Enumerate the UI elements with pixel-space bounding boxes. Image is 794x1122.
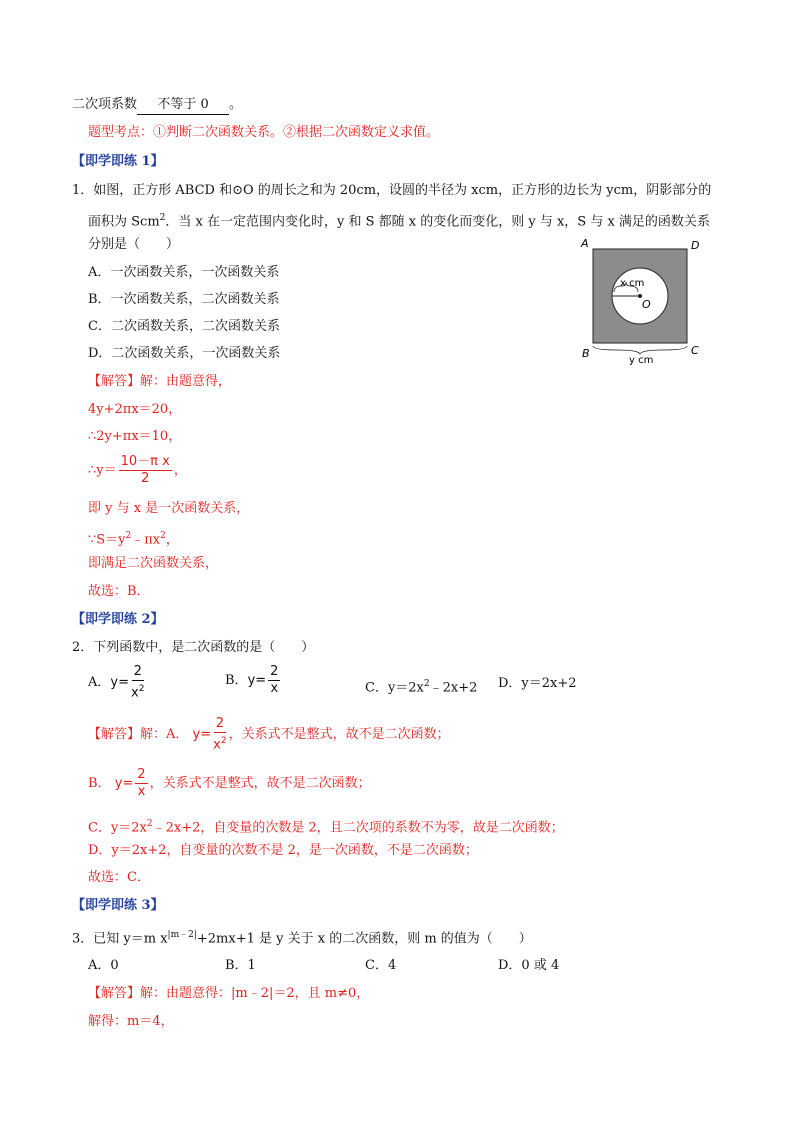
ans2-c: C．$y=2x^2﹣2x+2$，自变量的次数是 2，且二次项的系数不为零，故是二次函数； (88, 819, 564, 836)
q1-option-a: A．一次函数关系，一次函数关系 (88, 265, 280, 280)
label-d: D (691, 239, 700, 252)
intro-line (72, 96, 242, 115)
ans2-a: 【解答】解：A． y= $\frac{2}{x^2}$ ，关系式不是整式，故不是二次函数； (88, 716, 450, 753)
ans2-d: D．y＝2x+2，自变量的次数不是 2，是一次函数，不是二次函数； (88, 843, 478, 858)
q2-option-c: C．$y=2x^2﹣2x+2$ (365, 679, 478, 696)
square-circle-figure (578, 236, 708, 368)
practice-3-heading: 【即学即练 3】 (72, 898, 164, 913)
ans1-final: 故选：B． (88, 584, 150, 599)
intro-prefix: 二次项系数 (72, 97, 138, 112)
q2-option-d: D．y＝2x+2 (498, 676, 577, 691)
q1-option-c: C．二次函数关系，二次函数关系 (88, 319, 280, 334)
ans1-eq3: ∴y＝ $\frac{\text{10－π x}}{2}$ ， (88, 454, 187, 486)
q3-option-a: A．0 (88, 958, 119, 973)
ans1-line6: 即满足二次函数关系， (88, 556, 219, 571)
practice-1-heading: 【即学即练 1】 (72, 154, 164, 169)
ans3-line-1: 【解答】解：由题意得：|m﹣2|＝2，且 m≠0， (88, 986, 370, 1001)
q1-line-3: 分别是（ ） (88, 237, 180, 252)
ans1-eq1: 4y+2πx＝20， (88, 402, 182, 417)
q2-option-b: B．y= $\frac{2}{x}$ (225, 664, 279, 696)
ans3-line-2: 解得：m＝4， (88, 1014, 174, 1029)
intro-blank: 不等于 0 (137, 96, 229, 115)
q3-option-c: C．4 (365, 958, 397, 973)
label-a: A (581, 237, 589, 250)
label-o: O (642, 298, 651, 311)
ans1-eq2: ∴2y+πx＝10， (88, 429, 182, 444)
radius-label: x cm (620, 278, 645, 289)
label-b: B (582, 347, 590, 360)
ans2-b: B． y= $\frac{2}{x}$ ，关系式不是整式，故不是二次函数； (88, 767, 371, 799)
ans1-intro: 【解答】解：由题意得， (88, 374, 232, 389)
q3-option-d: D．0 或 4 (498, 958, 560, 973)
q1-line-2: 面积为 Scm$^2$．当 x 在一定范围内变化时，y 和 S 都随 x 的变化而变化，则 y 与 x，S 与 x 满足的函数关系 (88, 213, 710, 230)
q3-line: 3．已知 y＝m $x^{|m﹣2|}+2mx+1$ 是 y 关于 x 的二次函数，则 m 的值为（ ） (72, 930, 532, 947)
side-brace (593, 346, 687, 354)
tips-line: 题型考点：①判断二次函数关系。②根据二次函数定义求值。 (88, 125, 440, 140)
q2-option-a: A．y= $\frac{2}{x^2}$ (88, 664, 145, 701)
q1-option-b: B．一次函数关系，二次函数关系 (88, 292, 280, 307)
q3-option-b: B．1 (225, 958, 256, 973)
label-c: C (691, 344, 699, 357)
ans2-final: 故选：C． (88, 870, 150, 885)
q2-line: 2．下列函数中，是二次函数的是（ ） (72, 640, 315, 655)
practice-2-heading: 【即学即练 2】 (72, 612, 164, 627)
ans1-eq5: $\because S=y^2﹣\pi x^2$， (88, 531, 179, 548)
side-label: y cm (629, 355, 654, 366)
ans1-line4: 即 y 与 x 是一次函数关系， (88, 501, 250, 516)
q1-line-1: 1．如图，正方形 ABCD 和⊙O 的周长之和为 20cm，设圆的半径为 xcm，正方形的边长为 ycm，阴影部分的 (72, 183, 712, 198)
intro-suffix: 。 (229, 97, 243, 112)
q1-option-d: D．二次函数关系，一次函数关系 (88, 346, 281, 361)
